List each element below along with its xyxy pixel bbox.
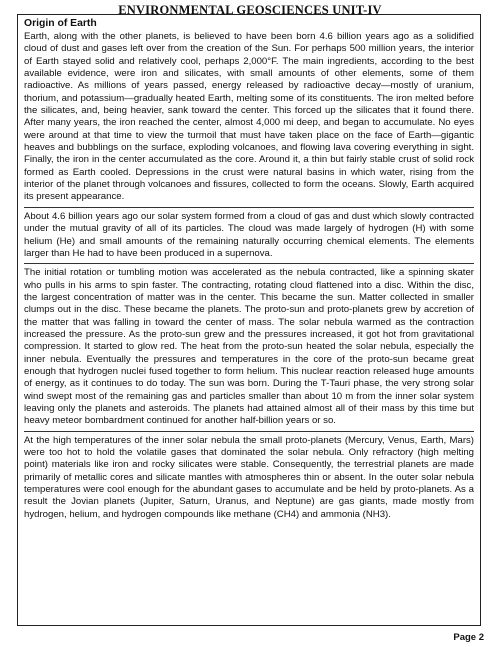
- content-frame: [17, 14, 481, 626]
- paragraph-solar-cloud: About 4.6 billion years ago our solar system formed from a cloud of gas and dust which slowly contracted under the mutual gravity of all of its particles. The cloud was made largely of hydrogen (H) with some helium (He) and small amounts of the remaining naturally occurring chemical elements. The elements larger than He had to have been produced in a supernova.: [24, 210, 474, 259]
- paragraph-divider: [24, 207, 474, 208]
- paragraph-earth-formation: Earth, along with the other planets, is believed to have been born 4.6 billion years ago as a solidified cloud of dust and gases left over from the creation of the Sun. For perhaps 500 million years, the interior of Earth stayed solid and relatively cool, perhaps 2,000°F. The main ingredients, according to the best available evidence, were iron and silicates, with small amounts of other elements, some of them radioactive. As millions of years passed, energy released by radioactive decay—mostly of uranium, thorium, and potassium—gradually heated Earth, melting some of its constituents. The iron melted before the silicates, and, being heavier, sank toward the center. This forced up the silicates that it found there. After many years, the iron reached the center, almost 4,000 mi deep, and began to accumulate. No eyes were around at that time to view the turmoil that must have taken place on the face of Earth—gigantic heaves and bubblings on the surface, exploding volcanoes, and flowing lava covering everything in sight. Finally, the iron in the center accumulated as the core. Around it, a thin but fairly stable crust of solid rock formed as Earth cooled. Depressions in the crust were natural basins in which water, rising from the interior of the planet through volcanoes and fissures, collected to form the oceans. Slowly, Earth acquired its present appearance.: [24, 31, 474, 203]
- paragraph-planet-composition: At the high temperatures of the inner solar nebula the small proto-planets (Mercury, Venus, Earth, Mars) were too hot to hold the volatile gases that dominated the solar nebula. Only refractory (high melting point) materials like iron and rocky silicates were stable. Consequently, the terrestrial planets are made primarily of metallic cores and silicate mantles with atmospheres thin or absent. In the outer solar nebula temperatures were cool enough for the abundant gases to accumulate and be held by proto-planets. As a result the Jovian planets (Jupiter, Saturn, Uranus, and Neptune) are gas giants, made mostly from hydrogen, helium, and hydrogen compounds like methane (CH4) and ammonia (NH3).: [24, 434, 474, 520]
- section-title: Origin of Earth: [24, 18, 97, 29]
- page-number: Page 2: [453, 632, 484, 643]
- paragraph-divider: [24, 431, 474, 432]
- running-header: ENVIRONMENTAL GEOSCIENCES UNIT-IV: [118, 3, 382, 17]
- paragraph-nebula-rotation: The initial rotation or tumbling motion was accelerated as the nebula contracted, like a spinning skater who pulls in his arms to spin faster. The contracting, rotating cloud flattened into a disc. Within the disc, the largest concentration of matter was in the center. This became the sun. Matter collected in smaller clumps out in the disc. These became the planets. The proto-sun and proto-planets grew by accretion of the matter that was falling in toward the center of mass. The solar nebula warmed as the contraction increased the pressure. As the proto-sun grew and the pressures increased, it got hot from gravitational compression. It started to glow red. The heat from the proto-sun heated the solar nebula, especially the inner nebula. Eventually the pressures and temperatures in the core of the proto-sun became great enough that hydrogen nuclei fused together to form helium. This nuclear reaction released huge amounts of energy, as it continues to do today. The sun was born. During the T-Tauri phase, the very strong solar wind swept most of the remaining gas and particles smaller than about 10 m from the inner solar system leaving only the planets and asteroids. The planets had attained almost all of their mass by this time but heavy meteor bombardment continued for another half-billion years or so.: [24, 267, 474, 427]
- paragraph-divider: [24, 263, 474, 264]
